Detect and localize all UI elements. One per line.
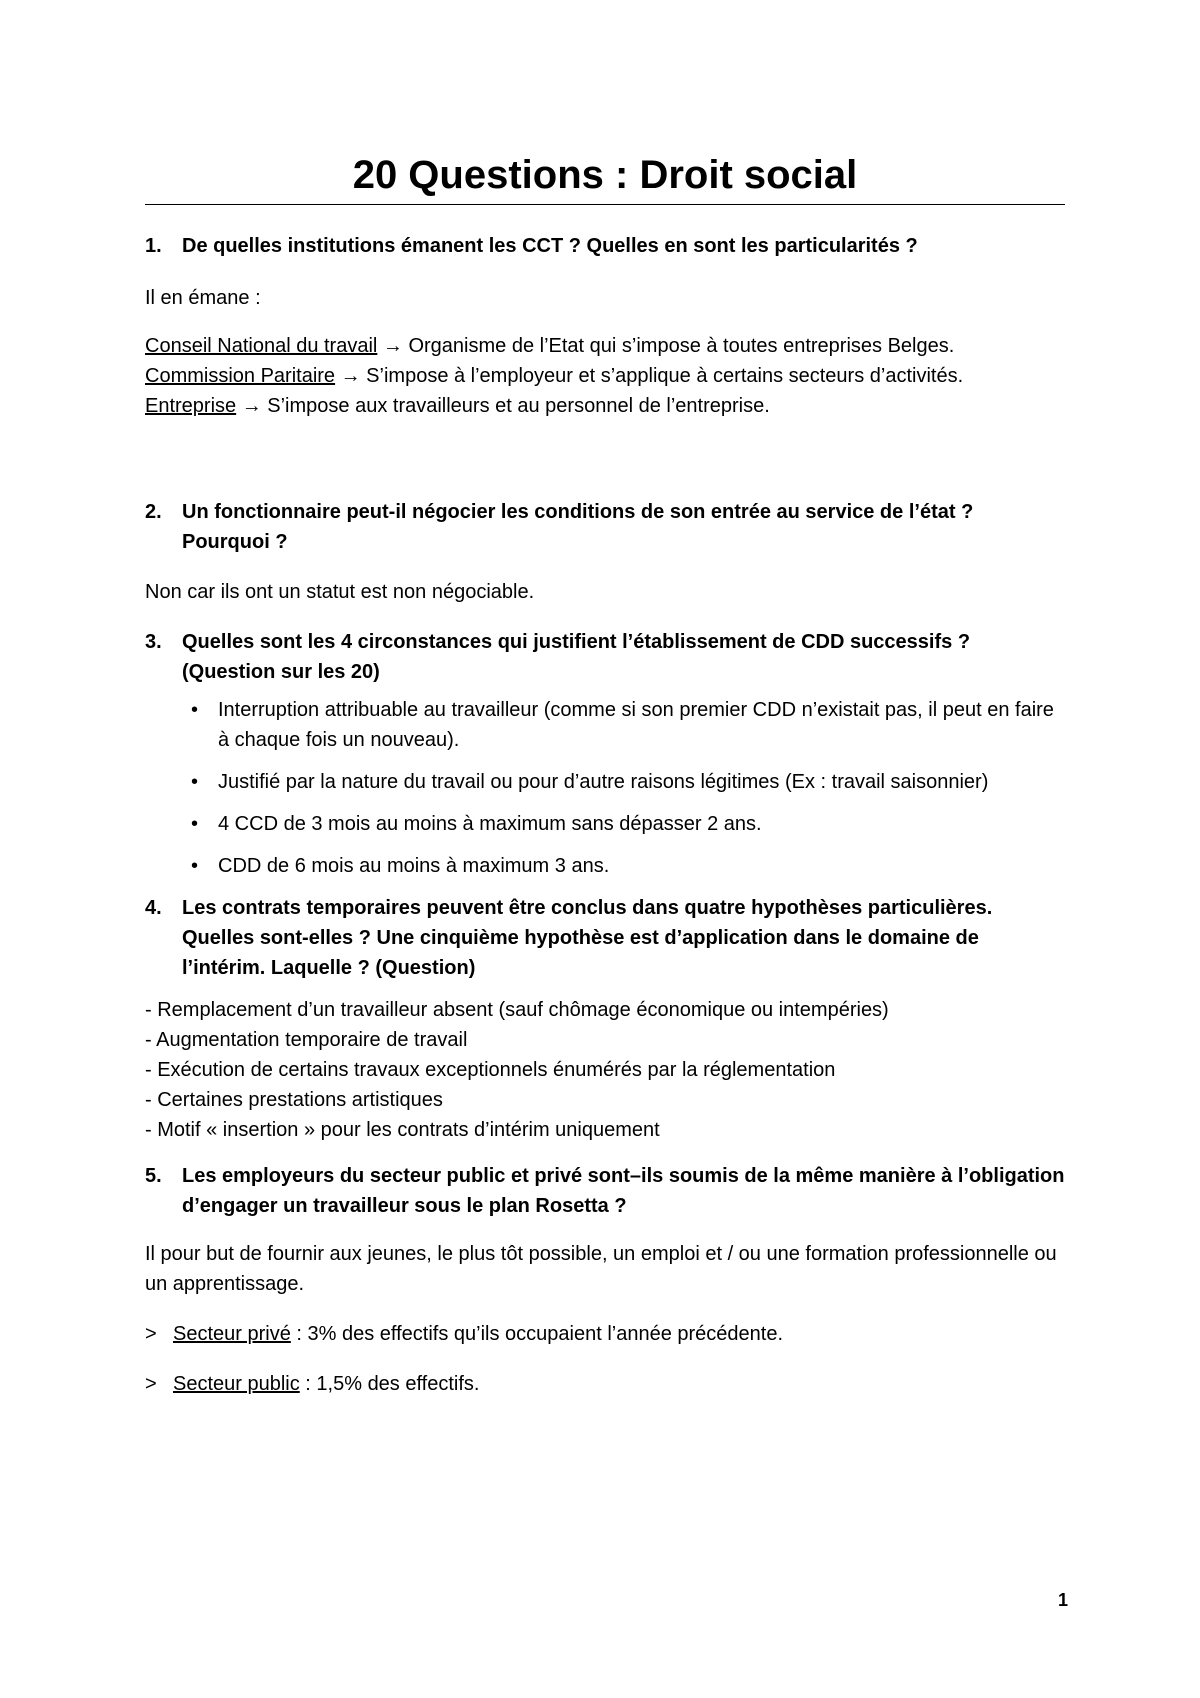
institution-line [145, 361, 1065, 391]
sector-line-private [145, 1319, 1065, 1349]
question-text: Les contrats temporaires peuvent être conclus dans quatre hypothèses particulières. Quelles sont-elles ? Une cinquième hypothèse est d’application dans le domaine de l’intérim. Laquelle ? (Question) [182, 897, 993, 979]
answer-intro: Il en émane : [145, 287, 261, 309]
arrow-icon: → [382, 335, 403, 357]
list-item [145, 767, 1065, 797]
question-number: 4. [145, 897, 162, 919]
bullet-icon: • [190, 813, 198, 835]
institution-term: Conseil National du travail [145, 335, 378, 357]
institution-term: Entreprise [145, 395, 237, 417]
list-item-text: Justifié par la nature du travail ou pour d’autre raisons légitimes (Ex : travail saisonnier) [218, 771, 989, 793]
page-number: 1 [1058, 1590, 1069, 1610]
question-3 [145, 627, 1065, 687]
question-text: Quelles sont les 4 circonstances qui justifient l’établissement de CDD successifs ? (Question sur les 20) [182, 631, 971, 683]
question-5 [145, 1161, 1065, 1221]
list-item [145, 695, 1065, 755]
list-item: - Certaines prestations artistiques [145, 1089, 443, 1111]
institution-line [145, 391, 1065, 421]
question-number: 5. [145, 1165, 162, 1187]
question-text: Les employeurs du secteur public et privé sont–ils soumis de la même manière à l’obligation d’engager un travailleur sous le plan Rosetta ? [182, 1165, 1065, 1217]
institution-desc: S’impose à l’employeur et s’applique à certains secteurs d’activités. [360, 365, 964, 387]
page-content [145, 150, 1065, 1399]
bullet-icon: • [190, 699, 198, 721]
institution-line [145, 331, 1065, 361]
list-item-text: CDD de 6 mois au moins à maximum 3 ans. [218, 855, 610, 877]
bullet-icon: • [190, 855, 198, 877]
question-number: 1. [145, 235, 162, 257]
list-item-text: 4 CCD de 3 mois au moins à maximum sans dépasser 2 ans. [218, 813, 762, 835]
institutions-list [145, 331, 1065, 421]
sector-desc: : 1,5% des effectifs. [299, 1373, 480, 1395]
sector-term: Secteur public [173, 1373, 300, 1395]
question-2 [145, 497, 1065, 557]
arrow-icon: → [241, 395, 262, 417]
sector-desc: : 3% des effectifs qu’ils occupaient l’année précédente. [290, 1323, 784, 1345]
sector-line-public [145, 1369, 1065, 1399]
list-item-text: Interruption attribuable au travailleur (comme si son premier CDD n’existait pas, il peut en faire à chaque fois un nouveau). [218, 699, 1054, 751]
question-number: 2. [145, 501, 162, 523]
cdd-circumstances-list [145, 695, 1065, 881]
question-number: 3. [145, 631, 162, 653]
list-item [145, 809, 1065, 839]
chevron-right-icon: > [145, 1323, 157, 1345]
sector-term: Secteur privé [173, 1323, 291, 1345]
answer-text: Il pour but de fournir aux jeunes, le plus tôt possible, un emploi et / ou une formation professionnelle ou un apprentissage. [145, 1243, 1057, 1295]
institution-desc: S’impose aux travailleurs et au personnel de l’entreprise. [261, 395, 770, 417]
list-item [145, 851, 1065, 881]
institution-desc: Organisme de l’Etat qui s’impose à toutes entreprises Belges. [402, 335, 955, 357]
list-item: - Remplacement d’un travailleur absent (sauf chômage économique ou intempéries) [145, 999, 889, 1021]
bullet-icon: • [190, 771, 198, 793]
list-item: - Exécution de certains travaux exceptionnels énumérés par la réglementation [145, 1059, 836, 1081]
chevron-right-icon: > [145, 1373, 157, 1395]
temporary-contracts-list [145, 995, 1065, 1145]
list-item: - Augmentation temporaire de travail [145, 1029, 468, 1051]
page-title: 20 Questions : Droit social [145, 150, 1065, 205]
list-item: - Motif « insertion » pour les contrats d’intérim uniquement [145, 1119, 660, 1141]
answer-text: Non car ils ont un statut est non négociable. [145, 581, 535, 603]
question-4 [145, 893, 1065, 983]
arrow-icon: → [340, 365, 361, 387]
question-text: Un fonctionnaire peut-il négocier les conditions de son entrée au service de l’état ? Pourquoi ? [182, 501, 974, 553]
question-1 [145, 231, 1065, 261]
question-text: De quelles institutions émanent les CCT ? Quelles en sont les particularités ? [182, 235, 918, 257]
institution-term: Commission Paritaire [145, 365, 336, 387]
